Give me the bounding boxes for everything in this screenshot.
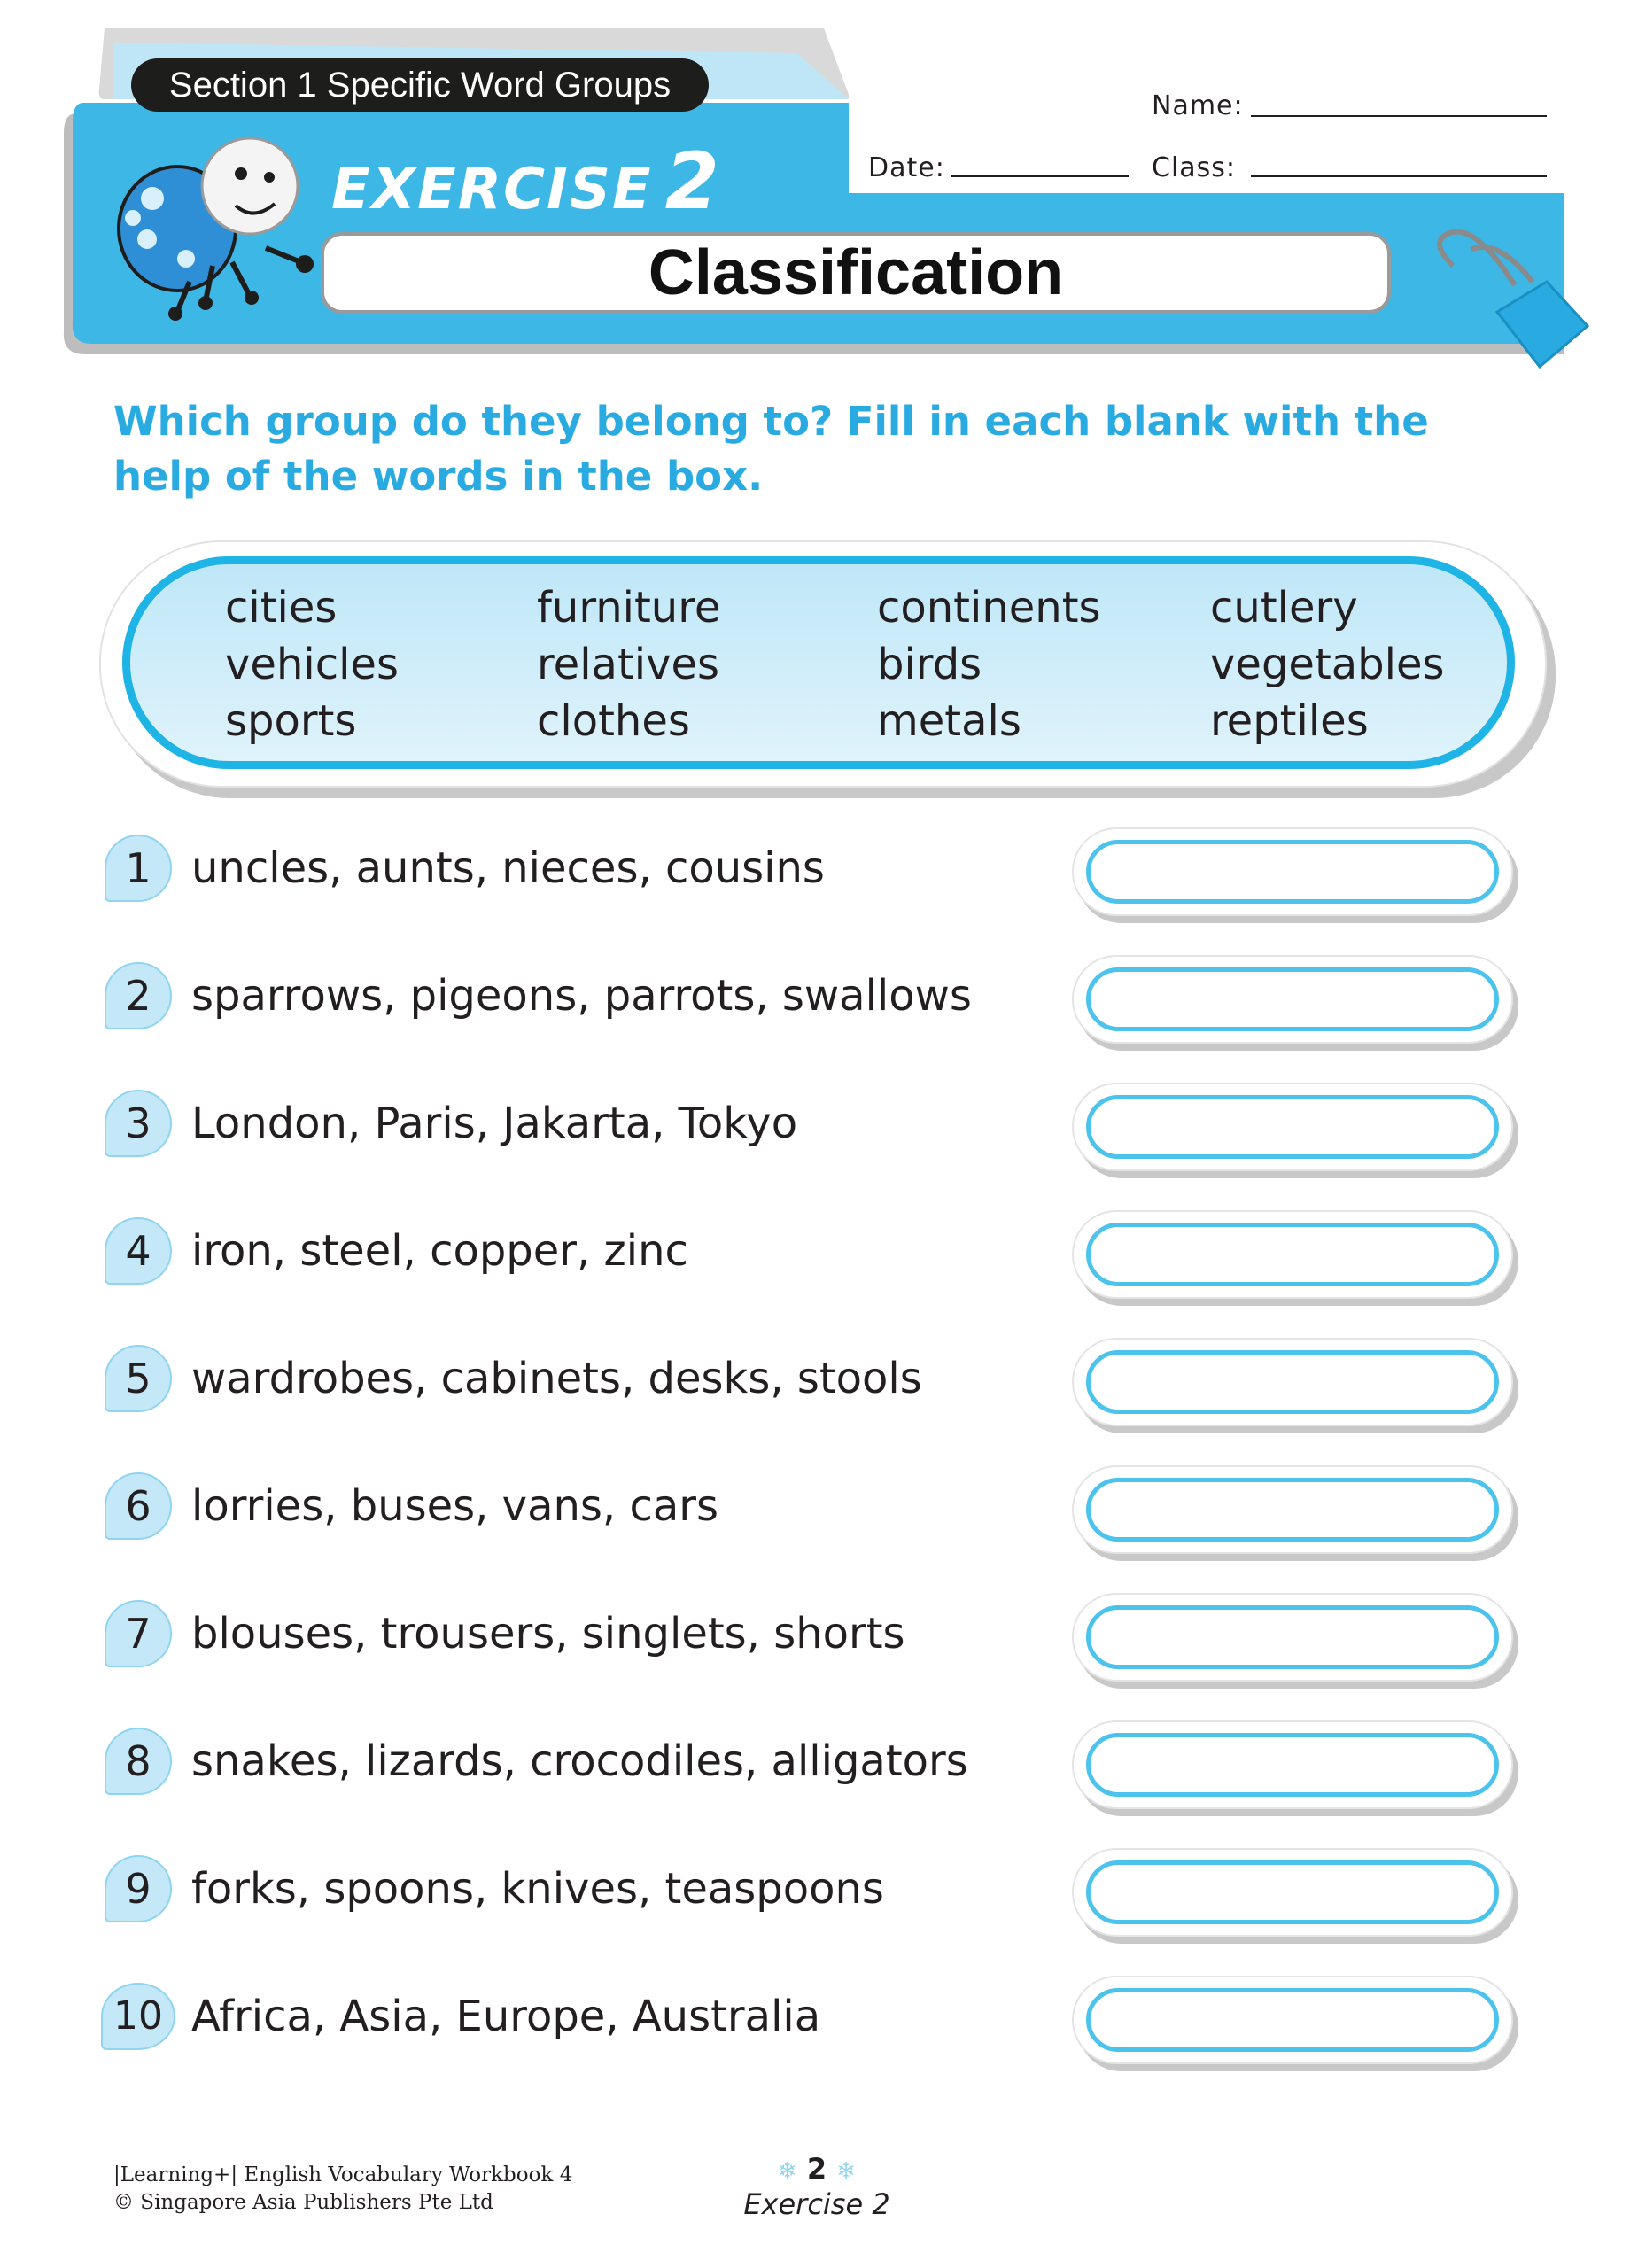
snowflake-icon: ❄ — [836, 2158, 857, 2185]
word-item: continents — [877, 583, 1101, 633]
word-item: reptiles — [1210, 696, 1369, 746]
answer-frame — [1072, 1848, 1513, 1937]
snowflake-icon: ❄ — [777, 2158, 797, 2185]
answer-frame — [1072, 1083, 1513, 1171]
answer-frame — [1072, 1338, 1513, 1426]
question-text: wardrobes, cabinets, desks, stools — [191, 1354, 922, 1403]
question-number: 9 — [105, 1855, 172, 1922]
answer-frame — [1072, 1210, 1513, 1299]
name-label: Name: — [1152, 90, 1244, 121]
section-label: Section 1 Specific Word Groups — [131, 58, 709, 112]
instructions: Which group do they belong to? Fill in each blank with the help of the words in the box. — [113, 398, 1429, 500]
question-number: 1 — [105, 835, 172, 902]
word-item: cutlery — [1210, 583, 1358, 633]
exercise-number: 2 — [664, 136, 721, 227]
word-item: cities — [225, 583, 338, 633]
question-text: snakes, lizards, crocodiles, alligators — [191, 1736, 968, 1786]
word-item: sports — [225, 696, 357, 746]
question-text: blouses, trousers, singlets, shorts — [191, 1609, 905, 1658]
question-text: forks, spoons, knives, teaspoons — [191, 1864, 884, 1914]
class-field[interactable] — [1251, 175, 1547, 177]
question-text: lorries, buses, vans, cars — [191, 1481, 718, 1531]
question-number: 8 — [105, 1728, 172, 1795]
answer-frame — [1072, 1976, 1513, 2064]
name-field[interactable] — [1251, 115, 1547, 117]
question-number: 7 — [105, 1600, 172, 1667]
answer-field[interactable] — [1086, 1350, 1499, 1414]
question-text: London, Paris, Jakarta, Tokyo — [191, 1099, 798, 1148]
question-number: 2 — [105, 962, 172, 1029]
question-number: 3 — [105, 1090, 172, 1157]
word-item: vegetables — [1210, 640, 1445, 689]
exercise-label: EXERCISE — [331, 157, 653, 222]
word-item: clothes — [537, 696, 690, 746]
word-item: vehicles — [225, 640, 399, 689]
question-number: 5 — [105, 1345, 172, 1412]
page-title: Classification — [321, 232, 1391, 314]
answer-field[interactable] — [1086, 1733, 1499, 1797]
footer-credits — [113, 2162, 572, 2217]
question-number: 6 — [105, 1472, 172, 1540]
word-item: furniture — [537, 583, 721, 633]
question-text: sparrows, pigeons, parrots, swallows — [191, 971, 972, 1021]
answer-frame — [1072, 1465, 1513, 1554]
question-number: 10 — [101, 1983, 175, 2050]
answer-field[interactable] — [1086, 1605, 1499, 1669]
date-label: Date: — [868, 152, 945, 183]
answer-frame — [1072, 1720, 1513, 1809]
answer-frame — [1072, 827, 1513, 916]
date-field[interactable] — [951, 175, 1129, 177]
word-item: birds — [877, 640, 982, 689]
question-number: 4 — [105, 1217, 172, 1285]
answer-field[interactable] — [1086, 840, 1499, 904]
word-item: metals — [877, 696, 1021, 746]
answer-field[interactable] — [1086, 1988, 1499, 2052]
header-banner — [0, 0, 1638, 372]
class-label: Class: — [1152, 152, 1237, 183]
page-label: Exercise 2 — [743, 2187, 890, 2221]
copyright: © Singapore Asia Publishers Pte Ltd — [113, 2191, 493, 2214]
question-text: iron, steel, copper, zinc — [191, 1226, 688, 1276]
answer-frame — [1072, 955, 1513, 1044]
exercise-heading — [331, 136, 721, 229]
question-text: Africa, Asia, Europe, Australia — [191, 1992, 821, 2041]
publication-title: |Learning+| English Vocabulary Workbook 4 — [113, 2163, 573, 2186]
answer-field[interactable] — [1086, 1095, 1499, 1159]
answer-field[interactable] — [1086, 967, 1499, 1031]
answer-field[interactable] — [1086, 1478, 1499, 1542]
word-item: relatives — [537, 640, 720, 689]
question-text: uncles, aunts, nieces, cousins — [191, 843, 825, 893]
answer-field[interactable] — [1086, 1860, 1499, 1924]
answer-frame — [1072, 1593, 1513, 1682]
page-number-row — [771, 2151, 863, 2189]
answer-field[interactable] — [1086, 1223, 1499, 1286]
page-number: 2 — [806, 2152, 827, 2186]
